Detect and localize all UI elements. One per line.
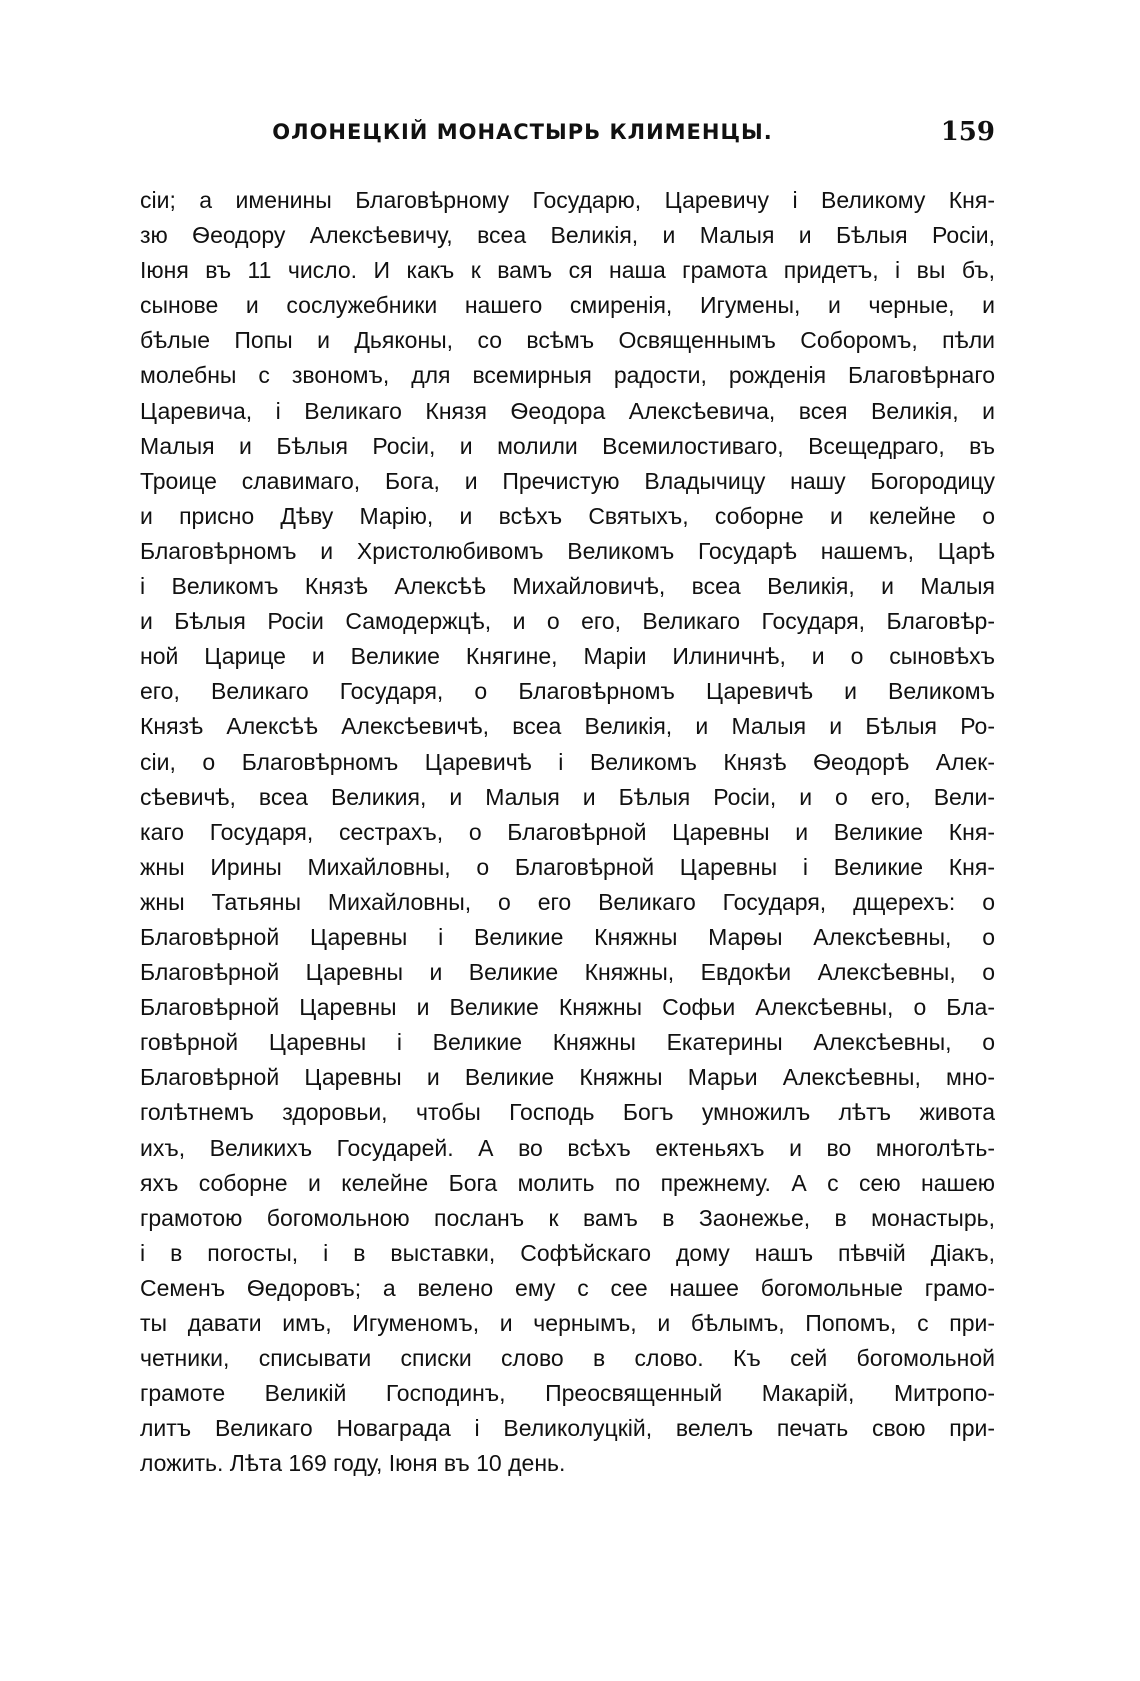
page-number: 159: [940, 117, 995, 147]
text-line: голѣтнемъ здоровьи, чтобы Господь Богъ умножилъ лѣтъ живота: [140, 1099, 995, 1126]
text-line: зю Ѳеодору Алексѣевичу, всеа Великія, и Малыя и Бѣлыя Росіи,: [140, 222, 995, 249]
text-line: молебны с звономъ, для всемирныя радости, рожденія Благовѣрнаго: [140, 362, 995, 389]
text-line: жны Ирины Михайловны, о Благовѣрной Царевны і Великие Кня-: [140, 853, 995, 880]
text-line: и Бѣлыя Росіи Самодержцѣ, и о его, Великаго Государя, Благовѣр-: [140, 608, 995, 635]
text-line: ты давати имъ, Игуменомъ, и чернымъ, и бѣлымъ, Попомъ, с при-: [140, 1310, 995, 1336]
text-line: грамотою богомольною посланъ к вамъ в Заонежье, в монастырь,: [140, 1204, 995, 1231]
text-line: ной Царице и Великие Княгине, Маріи Илиничнѣ, и о сыновѣхъ: [140, 643, 995, 670]
text-line: Князѣ Алексѣѣ Алексѣевичѣ, всеа Великія, и Малыя и Бѣлыя Ро-: [140, 713, 995, 740]
text-line: яхъ соборне и келейне Бога молить по прежнему. А с сею нашею: [140, 1169, 995, 1196]
text-line: сіи; а именины Благовѣрному Государю, Царевичу і Великому Кня-: [140, 187, 995, 213]
text-line: Благовѣрномъ и Христолюбивомъ Великомъ Государѣ нашемъ, Царѣ: [140, 537, 995, 564]
text-line: Благовѣрной Царевны и Великие Княжны, Евдокѣи Алексѣевны, о: [140, 959, 995, 986]
text-line: литъ Великаго Новаграда і Великолуцкій, велелъ печать свою при-: [140, 1415, 995, 1442]
text-line: бѣлые Попы и Дьяконы, со всѣмъ Освященнымъ Соборомъ, пѣли: [140, 327, 995, 354]
text-line: Іюня въ 11 число. И какъ к вамъ ся наша грамота придетъ, і вы бъ,: [140, 257, 995, 284]
text-line: четники, списывати списки слово в слово. Къ сей богомольной: [140, 1345, 995, 1372]
text-line: Благовѣрной Царевны і Великие Княжны Марѳы Алексѣевны, о: [140, 923, 995, 950]
text-line: Благовѣрной Царевны и Великие Княжны Марьи Алексѣевны, мно-: [140, 1064, 995, 1091]
text-line: Семенъ Ѳедоровъ; а велено ему с сее нашее богомольные грамо-: [140, 1274, 995, 1301]
text-line: і в погосты, і в выставки, Софѣйскаго дому нашъ пѣвчій Діакъ,: [140, 1239, 995, 1266]
text-line: сіи, о Благовѣрномъ Царевичѣ і Великомъ Князѣ Ѳеодорѣ Алек-: [140, 748, 995, 775]
text-line: грамоте Великій Господинъ, Преосвященный Макарій, Митропо-: [140, 1380, 995, 1407]
text-line: и присно Дѣву Марію, и всѣхъ Святыхъ, соборне и келейне о: [140, 502, 995, 529]
text-line: і Великомъ Князѣ Алексѣѣ Михайловичѣ, всеа Великія, и Малыя: [140, 573, 995, 600]
text-line: Троице славимаго, Бога, и Пречистую Владычицу нашу Богородицу: [140, 467, 995, 494]
text-line: говѣрной Царевны і Великие Княжны Екатерины Алексѣевны, о: [140, 1029, 995, 1056]
text-line: Благовѣрной Царевны и Великие Княжны Софьи Алексѣевны, о Бла-: [140, 994, 995, 1021]
text-line: Малыя и Бѣлыя Росіи, и молили Всемилостиваго, Всещедраго, въ: [140, 432, 995, 459]
text-line: жны Татьяны Михайловны, о его Великаго Государя, дщерехъ: о: [140, 888, 995, 915]
text-line: ихъ, Великихъ Государей. А во всѣхъ ектеньяхъ и во многолѣть-: [140, 1134, 995, 1161]
text-line: сѣевичѣ, всеа Великия, и Малыя и Бѣлыя Росіи, и о его, Вели-: [140, 783, 995, 810]
body-text: [140, 183, 995, 1481]
running-head: [140, 114, 995, 150]
text-line: ложить. Лѣта 169 году, Іюня въ 10 день.: [140, 1450, 566, 1477]
text-line: Царевича, і Великаго Князя Ѳеодора Алексѣевича, всея Великія, и: [140, 397, 995, 424]
text-line: сынове и сослужебники нашего смиренія, Игумены, и черные, и: [140, 292, 995, 319]
text-line: каго Государя, сестрахъ, о Благовѣрной Царевны и Великие Кня-: [140, 818, 995, 845]
running-title: ОЛОНЕЦКІЙ МОНАСТЫРЬ КЛИМЕНЦЫ.: [272, 120, 773, 144]
text-line: его, Великаго Государя, о Благовѣрномъ Царевичѣ и Великомъ: [140, 678, 995, 705]
